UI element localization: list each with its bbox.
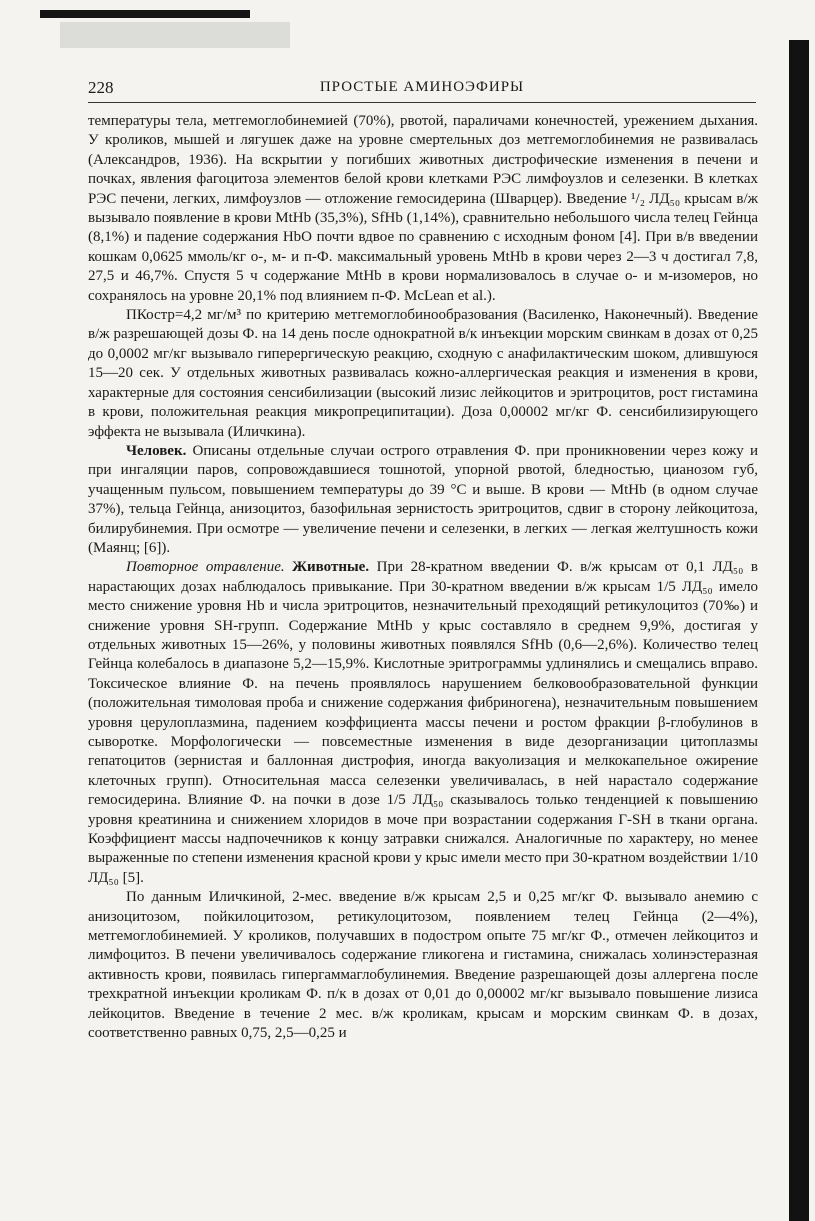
scan-top-bar	[40, 10, 250, 18]
scan-right-edge	[789, 40, 809, 1221]
section-label-animals: Животные.	[284, 559, 370, 576]
page-header	[88, 76, 756, 98]
section-label-repeated: Повторное отравление.	[126, 559, 285, 576]
page-number: 228	[88, 78, 114, 97]
section-label-human: Человек.	[126, 442, 187, 459]
paragraph-4: Повторное отравление. Животные. При 28-кратном введении Ф. в/ж крысам от 0,1 ЛД₅₀ в нарастающих дозах наблюдалось привыкание. При 30-кратном введении в/ж крысам 1/5 ЛД₅₀ имело место снижение уровня Hb и числа эритроцитов, незначительный преходящий ретикулоцитоз (70‰) и снижение уровня SH-групп. Содержание MtHb у крыс составляло в среднем 9,9%, достигая у отдельных животных 15—26%, у половины животных появлялся SfHb (0,6—2,6%). Количество телец Гейнца колебалось в диапазоне 5,2—15,9%. Кислотные эритрограммы удлинялись и смещались вправо. Токсическое влияние Ф. на печень проявлялось нарушением белковообразовательной функции (положительная тимоловая проба и снижение содержания фибриногена), незначительным повышением уровня церулоплазмина, падением коэффициента массы печени и ростом фракции β-глобулинов в сыворотке. Морфологически — повсеместные изменения в виде дезорганизации цитоплазмы гепатоцитов (зернистая и баллонная дистрофия, иногда вакуолизация и мелкокапельное ожирение клеточных групп). Относительная масса селезенки увеличивалась, в ней нарастало содержание гемосидерина. Влияние Ф. на почки в дозе 1/5 ЛД₅₀ сказывалось только тенденцией к повышению уровня креатинина и снижением хлоридов в моче при возрастании содержания Г-SH в ткани органа. Коэффициент массы надпочечников к концу затравки снижался. Аналогичные по характеру, но менее выраженные по степени изменения красной крови у крыс имели место при 30-кратном воздействии 1/10 ЛД₅₀ [5].	[88, 559, 758, 886]
scan-bleed-through	[60, 22, 290, 48]
paragraph-3: Человек. Описаны отдельные случаи острого отравления Ф. при проникновении через кожу и при ингаляции паров, сопровождавшиеся тошнотой, упорной рвотой, бледностью, цианозом губ, учащенным пульсом, повышением температуры до 39 °С и выше. В крови — MtHb (в одном случае 37%), тельца Гейнца, анизоцитоз, базофильная зернистость эритроцитов, сдвиг в сторону лейкоцитоза, билирубинемия. При осмотре — увеличение печени и селезенки, в легких — легкая желтушность кожи (Маянц; [6]).	[88, 442, 758, 556]
page-body	[88, 112, 758, 1044]
running-title: ПРОСТЫЕ АМИНОЭФИРЫ	[319, 79, 525, 95]
paragraph-5: По данным Иличкиной, 2-мес. введение в/ж крысам 2,5 и 0,25 мг/кг Ф. вызывало анемию с анизоцитозом, пойкилоцитозом, ретикулоцитозом, появлением телец Гейнца (2—4%), метгемоглобинемией. У кроликов, получавших в подостром опыте 75 мг/кг Ф., отмечен лейкоцитоз и лимфоцитоз. В печени увеличивалось содержание гликогена и гистамина, снижалась холинэстеразная активность крови, появилась гипергаммаглобулинемия. Введение разрешающей дозы аллергена после трехкратной инъекции кроликам Ф. п/к в дозах от 0,01 до 0,00002 мг/кг вызывало повышение лизиса лейкоцитов. Введение в течение 2 мес. в/ж кроликам, крысам и морским свинкам Ф. в дозах, соответственно равных 0,75, 2,5—0,25 и	[88, 889, 758, 1042]
paragraph-1: температуры тела, метгемоглобинемией (70%), рвотой, параличами конечностей, урежением дыхания. У кроликов, мышей и лягушек даже на уровне смертельных доз метгемоглобинемия не развивалась (Александров, 1936). На вскрытии у погибших животных дистрофические изменения в печени и почках, явления фагоцитоза элементов белой крови клетками РЭС лимфоузлов и селезенки. В клетках РЭС печени, легких, лимфоузлов — отложение гемосидерина (Шварцер). Введение ¹/₂ ЛД₅₀ крысам в/ж вызывало появление в крови MtHb (35,3%), SfHb (1,14%), сравнительно небольшого числа телец Гейнца (8,1%) и падение содержания HbO почти вдвое по сравнению с исходным фоном [4]. При в/в введении кошкам 0,0625 ммоль/кг о-, м- и п-Ф. максимальный уровень MtHb в крови через 2—3 ч достигал 7,8, 27,5 и 46,7%. Спустя 5 ч содержание MtHb в крови нормализовалось в случае о- и м-изомеров, но сохранялось на уровне 20,1% под влиянием п-Ф. McLean et al.).	[88, 113, 758, 304]
paragraph-2: ПКостр=4,2 мг/м³ по критерию метгемоглобинообразования (Василенко, Наконечный). Введение в/ж разрешающей дозы Ф. на 14 день после однократной в/к инъекции морским свинкам в дозах от 0,25 до 0,0002 мг/кг вызывало гиперергическую реакцию, сходную с анафилактическим шоком, длившуюся 15—20 сек. У отдельных животных развивалась кожно-аллергическая реакция и изменения в крови, характерные для состояния сенсибилизации (высокий лизис лейкоцитов и эритроцитов, рост гистамина в крови, положительная реакция микропреципитации). Доза 0,00002 мг/кг Ф. сенсибилизирующего эффекта не вызывала (Иличкина).	[88, 307, 758, 440]
header-rule	[88, 102, 756, 103]
